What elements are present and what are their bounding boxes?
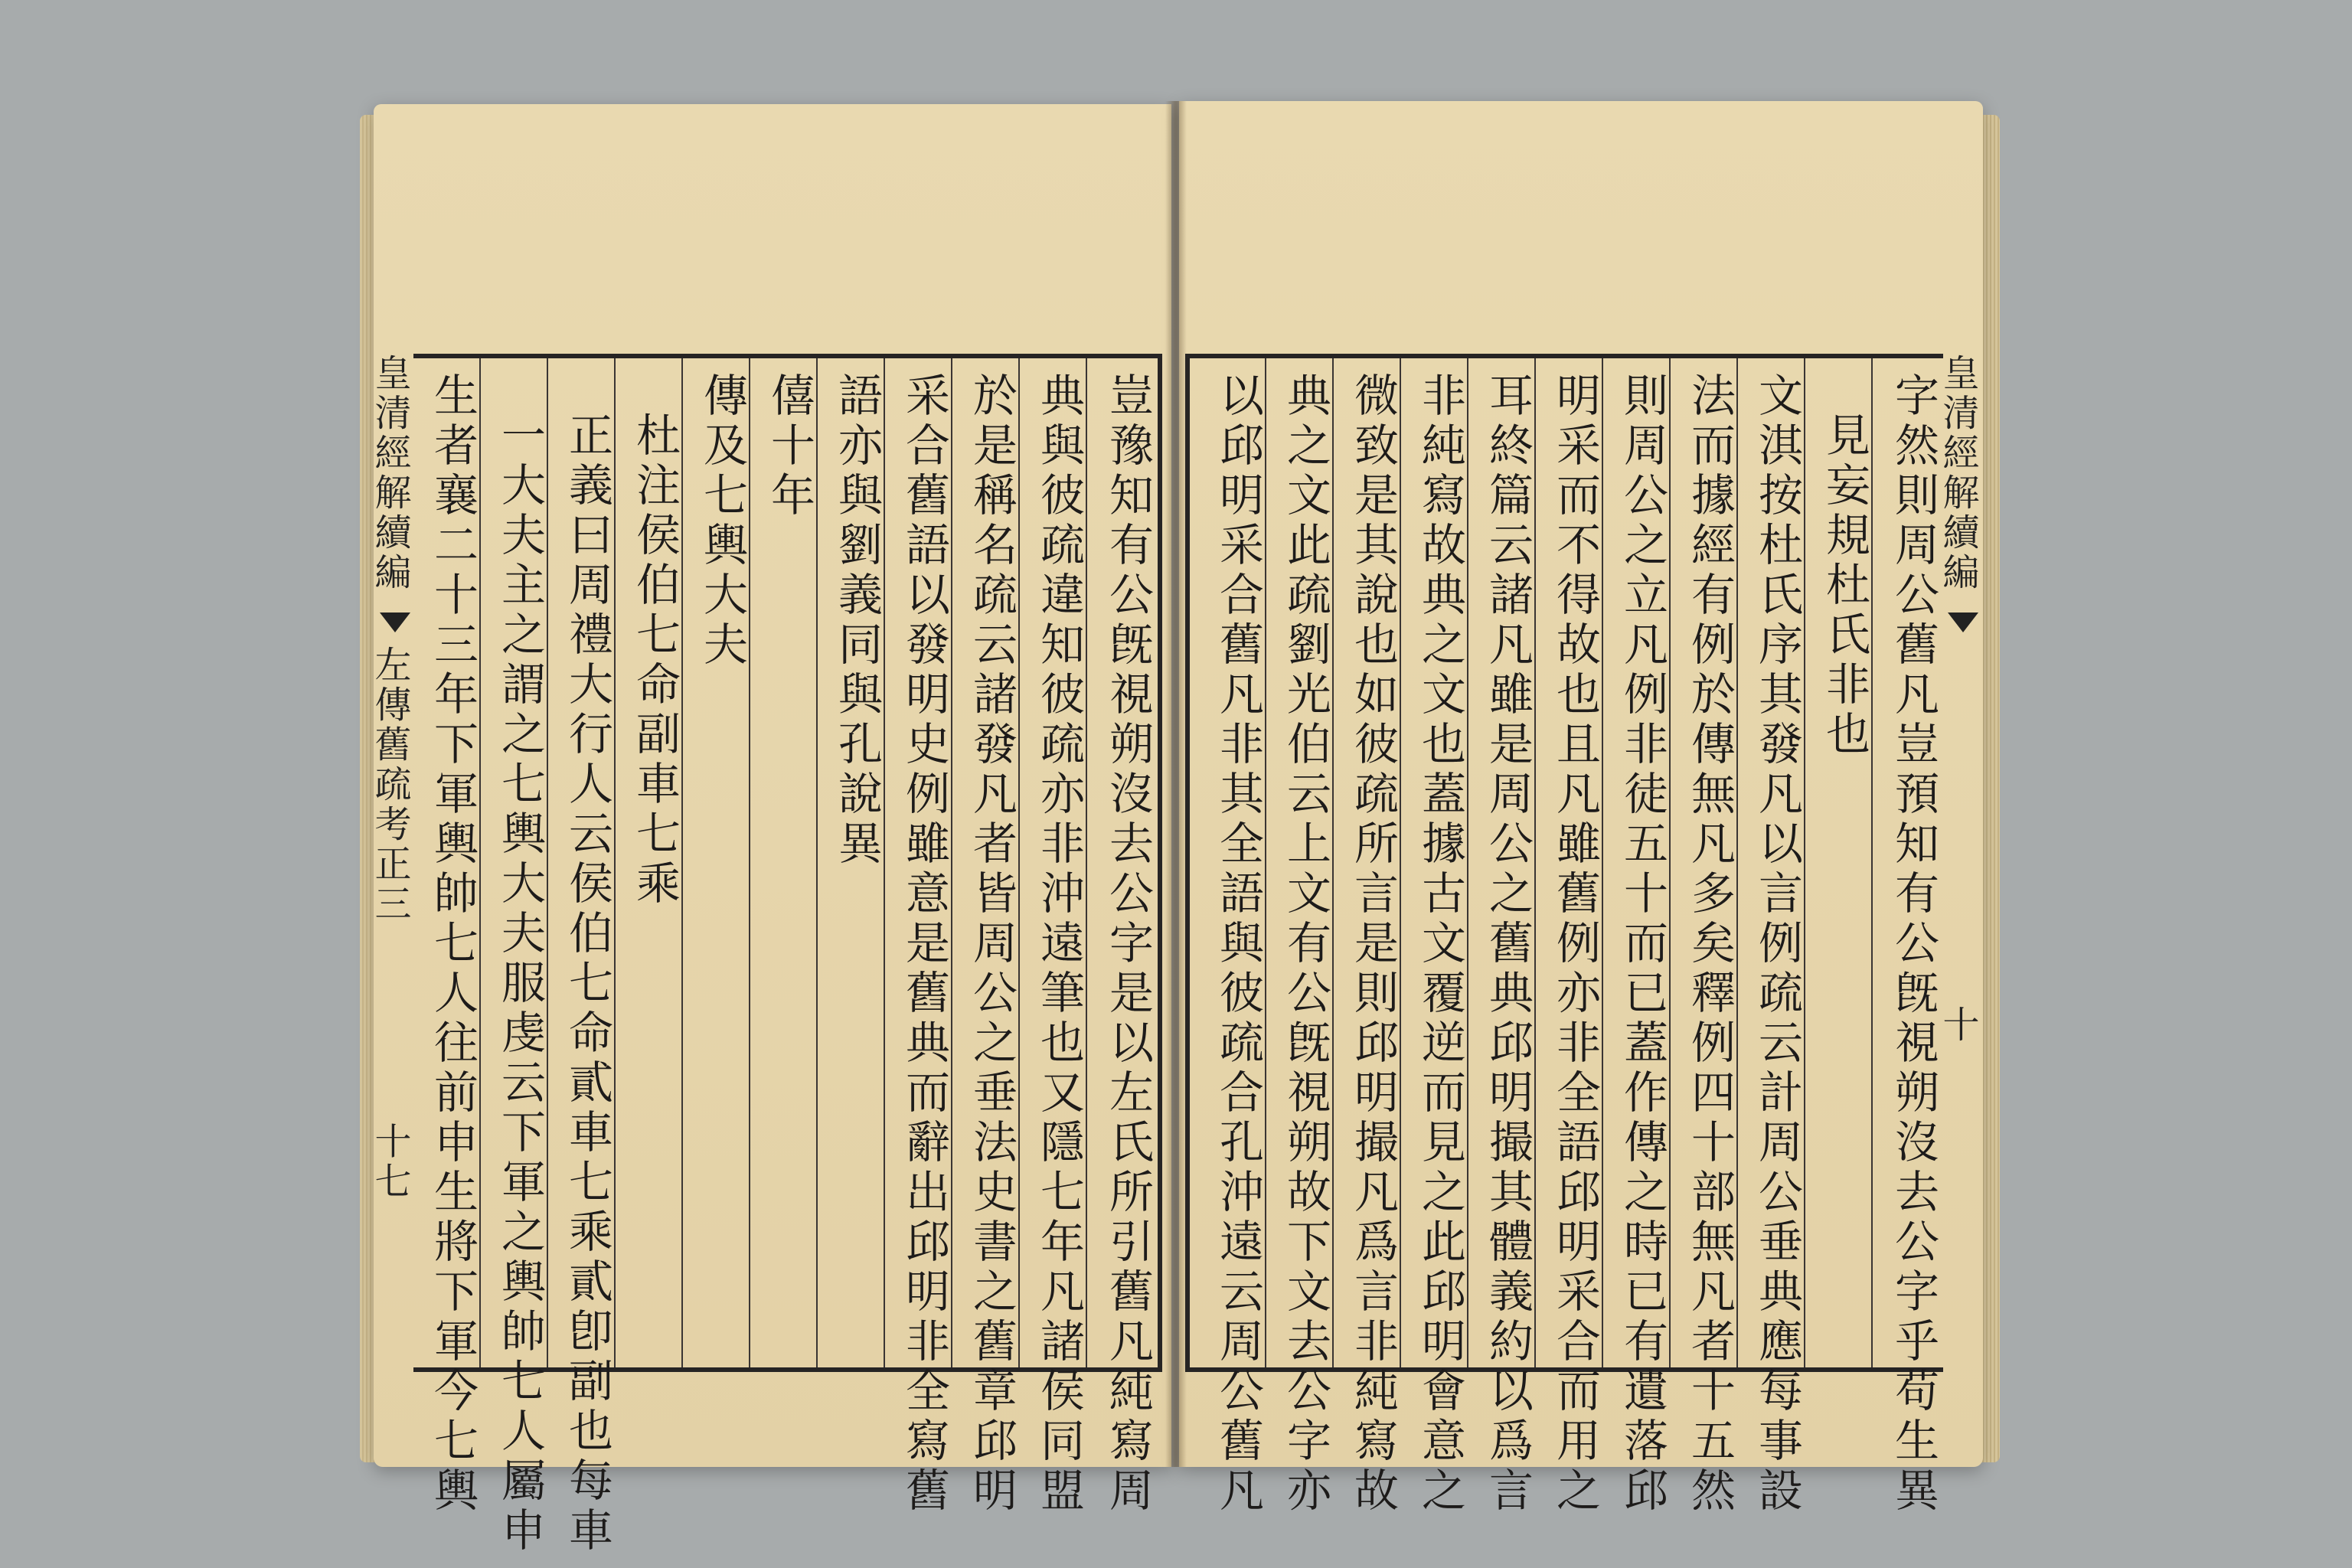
column-rule [1602, 358, 1603, 1367]
left-column-5: 語亦與劉義同與孔說異 [831, 372, 883, 870]
column-rule [1086, 358, 1087, 1367]
right-page-number: 十 [1936, 1004, 1979, 1045]
left-column-1: 豈豫知有公旣視朔沒去公字是以左氏所引舊凡純寫周 [1102, 372, 1154, 1517]
right-margin-title: 皇清經解續編 [1936, 354, 1979, 593]
column-rule [547, 358, 548, 1367]
left-page-number: 十七 [368, 1122, 411, 1202]
right-column-6: 明采而不得故也且凡雖舊例亦非全語邱明采合而用之 [1549, 372, 1601, 1517]
left-column-7: 傳及七輿大夫 [696, 372, 748, 671]
right-column-4: 法而據經有例於傳無凡多矣釋例四十部無凡者十五然 [1684, 372, 1736, 1517]
left-column-3: 於是稱名疏云諸發凡者皆周公之垂法史書之舊章邱明 [965, 372, 1018, 1517]
right-column-10: 典之文此疏劉光伯云上文有公旣視朔故下文去公字亦 [1279, 372, 1331, 1517]
left-text-frame [413, 354, 1162, 1557]
column-rule [681, 358, 683, 1367]
left-fish-tail-mark [380, 612, 410, 632]
column-rule [816, 358, 818, 1367]
left-margin-title: 皇清經解續編 [368, 354, 411, 593]
left-column-8: 杜注侯伯七命副車七乘 [629, 412, 681, 910]
right-margin-banxin [1936, 354, 1984, 1372]
column-rule [749, 358, 750, 1367]
column-rule [1265, 358, 1266, 1367]
right-column-9: 微致是其說也如彼疏所言是則邱明撮凡爲言非純寫故 [1347, 372, 1399, 1517]
left-margin-banxin [368, 354, 416, 1372]
column-rule [1534, 358, 1536, 1367]
right-fish-tail-mark [1948, 612, 1978, 632]
left-column-2: 典與彼疏違知彼疏亦非沖遠筆也又隱七年凡諸侯同盟 [1033, 372, 1085, 1517]
right-text-frame [1185, 354, 1943, 1517]
column-rule [1467, 358, 1468, 1367]
left-margin-section: 左傳舊疏考正三 [368, 645, 411, 924]
left-column-9: 正義曰周禮大行人云侯伯七命貳車七乘貳卽副也每車 [561, 412, 613, 1557]
right-column-3: 文淇按杜氏序其發凡以言例疏云計周公垂典應每事設 [1751, 372, 1803, 1517]
column-rule [1400, 358, 1401, 1367]
column-rule [1736, 358, 1738, 1367]
right-column-2: 見妄規杜氏非也 [1818, 412, 1870, 760]
left-column-10: 一大夫主之謂之七輿大夫服虔云下軍之輿帥七人屬申 [494, 412, 546, 1557]
right-column-8: 非純寫故典之文也蓋據古文覆逆而見之此邱明會意之 [1414, 372, 1466, 1517]
right-column-5: 則周公之立凡例非徒五十而已蓋作傳之時已有遺落邱 [1616, 372, 1668, 1517]
column-rule [479, 358, 481, 1367]
column-rule [951, 358, 952, 1367]
right-column-1: 字然則周公舊凡豈預知有公旣視朔沒去公字乎苟生異 [1887, 372, 1939, 1517]
right-column-7: 耳終篇云諸凡雖是周公之舊典邱明撮其體義約以爲言 [1481, 372, 1534, 1517]
column-rule [614, 358, 616, 1367]
column-rule [1669, 358, 1671, 1367]
column-rule [1018, 358, 1020, 1367]
left-column-6: 僖十年 [763, 372, 815, 521]
column-rule [1332, 358, 1334, 1367]
column-rule [884, 358, 885, 1367]
left-column-4: 采合舊語以發明史例雖意是舊典而辭出邱明非全寫舊 [898, 372, 950, 1517]
column-rule [1871, 358, 1873, 1367]
book-gutter [1165, 101, 1187, 1467]
column-rule [1804, 358, 1805, 1367]
left-column-11: 生者襄二十三年下軍輿帥七人往前申生將下軍今七輿 [426, 372, 479, 1517]
right-column-11: 以邱明采合舊凡非其全語與彼疏合孔沖遠云周公舊凡 [1212, 372, 1264, 1517]
